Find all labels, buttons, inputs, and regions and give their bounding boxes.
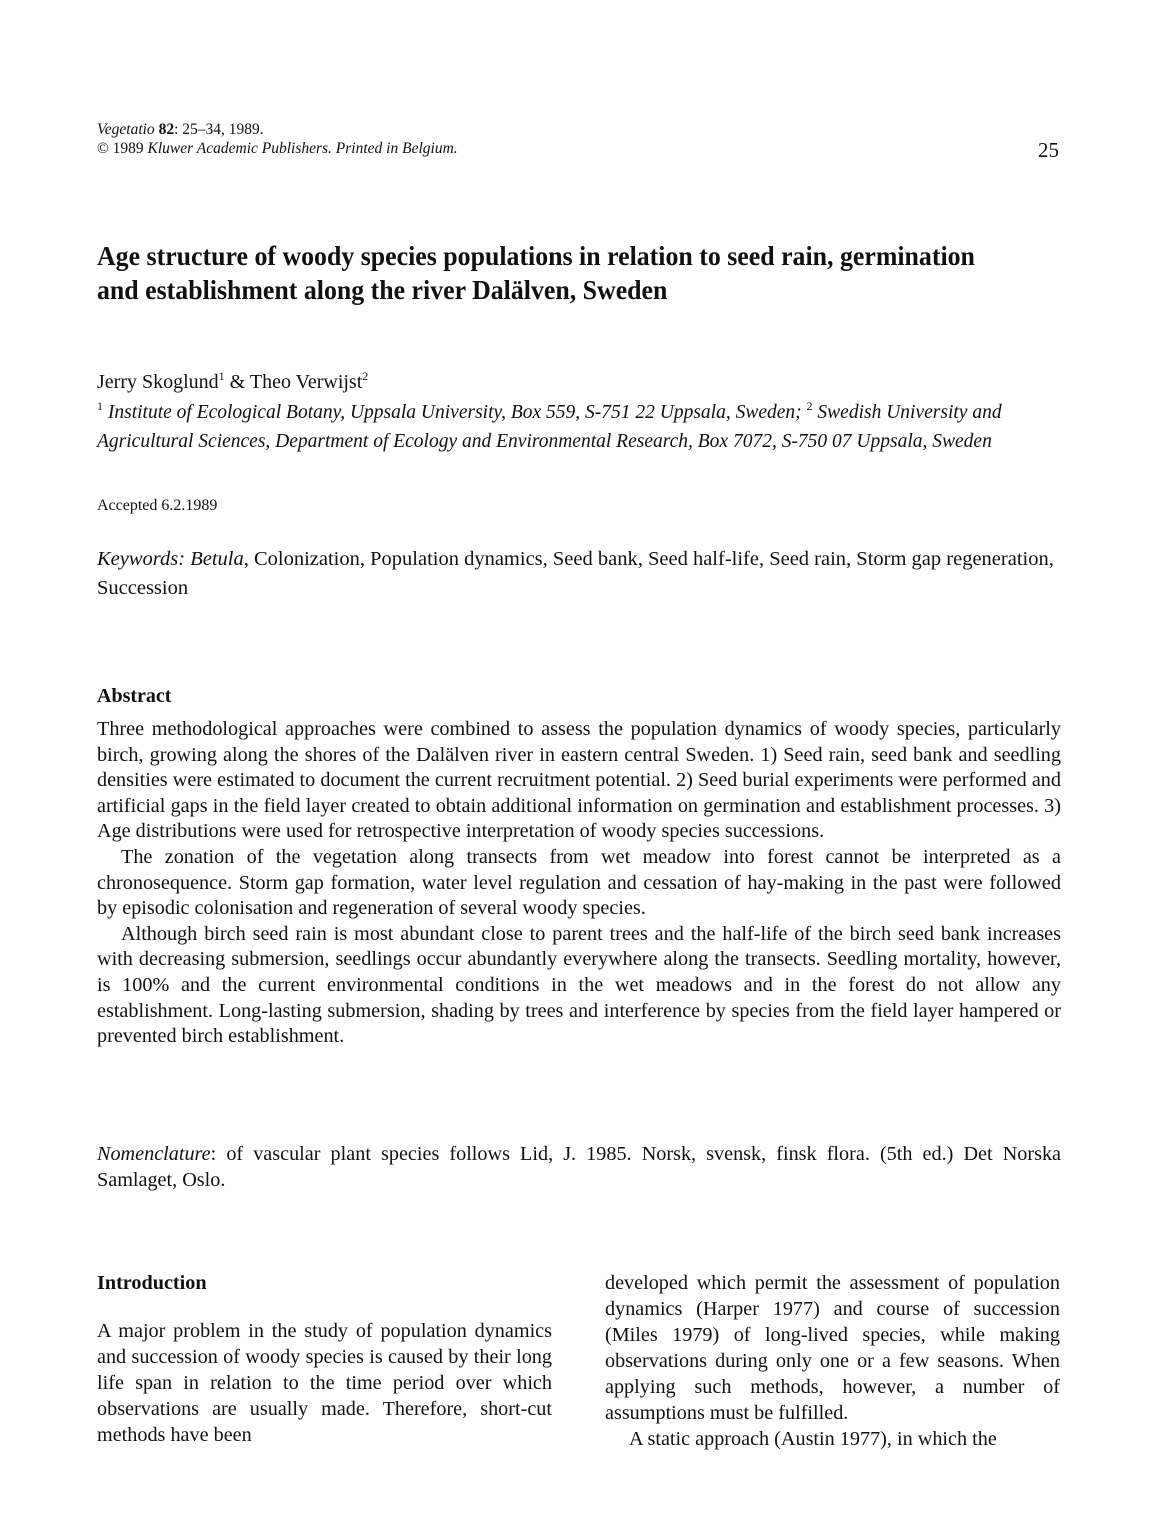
- affiliations: [97, 392, 1057, 456]
- abstract-paragraph: The zonation of the vegetation along transects from wet meadow into forest cannot be interpreted as a chronosequence. Storm gap formation, water level regulation and cessation of hay-making in the past were followed by episodic colonisation and regeneration of several woody species.: [97, 845, 1061, 920]
- author-list: [97, 363, 368, 395]
- body-paragraph: A static approach (Austin 1977), in which the: [629, 1428, 997, 1450]
- publisher: Kluwer Academic Publishers. Printed in Belgium.: [147, 140, 458, 157]
- author-name: Jerry Skoglund: [97, 371, 219, 393]
- keywords-label: Keywords:: [97, 548, 186, 570]
- nomenclature-label: Nomenclature: [97, 1143, 211, 1165]
- keywords-list: , Colonization, Population dynamics, Seed bank, Seed half-life, Seed rain, Storm gap regeneration, Succession: [97, 548, 1054, 599]
- journal-volume: 82: [158, 121, 175, 138]
- left-column: [97, 1270, 552, 1448]
- body-paragraph: developed which permit the assessment of population dynamics (Harper 1977) and course of succession (Miles 1979) of long-lived species, while making observations during only one or a few seasons. When applying such methods, however, a number of assumptions must be fulfilled.: [605, 1272, 1060, 1424]
- abstract-paragraph: Although birch seed rain is most abundant close to parent trees and the half-life of the birch seed bank increases with decreasing submersion, seedlings occur abundantly everywhere along the transects. Seedling mortality, however, is 100% and the current environmental conditions in the wet meadows and in the forest do not allow any establishment. Long-lasting submersion, shading by trees and interference by species from the field layer hampered or prevented birch establishment.: [97, 922, 1061, 1048]
- introduction-heading: Introduction: [97, 1272, 207, 1294]
- affiliation-mark: 1: [97, 399, 103, 413]
- affiliation-mark: 2: [806, 399, 813, 413]
- author-affiliation-mark: 2: [362, 369, 369, 383]
- journal-citation: [97, 120, 458, 158]
- affiliation-text: Institute of Ecological Botany, Uppsala University, Box 559, S-751 22 Uppsala, Sweden;: [103, 402, 807, 423]
- author-name: Theo Verwijst: [249, 371, 363, 393]
- keyword-genus: Betula: [190, 548, 244, 570]
- abstract-heading: Abstract: [97, 685, 172, 707]
- journal-pages: : 25–34, 1989.: [174, 121, 264, 138]
- abstract-paragraph: Three methodological approaches were combined to assess the population dynamics of woody species, particularly birch, growing along the shores of the Dalälven river in eastern central Sweden. 1) Seed rain, seed bank and seedling densities were estimated to document the current recruitment potential. 2) Seed burial experiments were performed and artificial gaps in the field layer created to obtain additional information on germination and establishment processes. 3) Age distributions were used for retrospective interpretation of woody species successions.: [97, 718, 1061, 843]
- citation-line: [97, 120, 458, 139]
- accepted-date: Accepted 6.2.1989: [97, 497, 218, 514]
- right-column: [605, 1270, 1060, 1452]
- keywords: [97, 545, 1057, 603]
- affiliation-text: Swedish University and Agricultural Sciences, Department of Ecology and Environmental Research, Box 7072, S-750 07 Uppsala, Sweden: [97, 402, 1002, 452]
- copyright-line: [97, 139, 458, 158]
- author-affiliation-mark: 1: [218, 369, 225, 383]
- nomenclature-note: [97, 1141, 1061, 1193]
- page-number: 25: [1038, 138, 1059, 162]
- paper-title: Age structure of woody species populations in relation to seed rain, germination and establishment along the river Dalälven, Sweden: [97, 240, 975, 305]
- abstract-body: [97, 717, 1061, 1050]
- nomenclature-text: : of vascular plant species follows Lid, J. 1985. Norsk, svensk, finsk flora. (5th ed.) Det Norska Samlaget, Oslo.: [97, 1143, 1061, 1191]
- body-paragraph: A major problem in the study of population dynamics and succession of woody species is caused by their long life span in relation to the time period over which observations are usually made. Therefore, short-cut methods have been: [97, 1320, 552, 1446]
- copyright-prefix: © 1989: [97, 140, 144, 157]
- journal-name: Vegetatio: [97, 121, 155, 138]
- author-joiner: &: [224, 371, 250, 393]
